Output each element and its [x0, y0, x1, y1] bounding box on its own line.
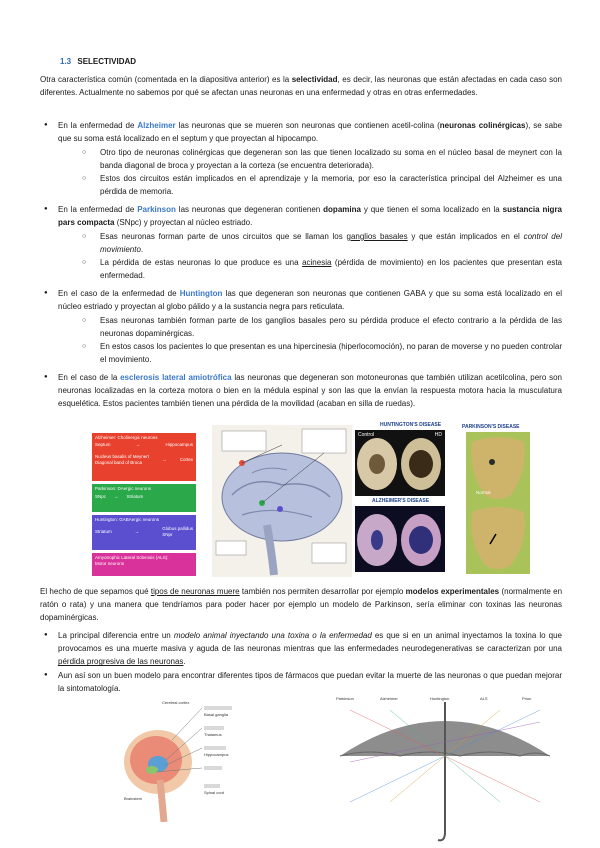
- alzheimer-box: Alzheimer: Cholinergic neurons Septum → Hippocampus Nucleus basalis of Meynert Diagonal band of Broca → Cortex: [92, 433, 196, 481]
- basal-ganglia-label: Basal ganglia: [204, 712, 229, 717]
- cortex-label: Cerebral cortex: [162, 700, 190, 705]
- intro-paragraph: Otra característica común (comentada en la diapositiva anterior) es la selectividad, es decir, las neuronas que están afectadas en cada caso son diferentes. Actualmente no sabemos por qué se afectan unas neuronas en una enfermedad y otras en otras enfermedades.: [40, 75, 562, 98]
- models-sub-2: ● Aun así son un buen modelo para encontrar diferentes tipos de fármacos que puedan evitar la muerte de las neuronas o que puedan mejorar la sintomatología.: [58, 669, 562, 695]
- models-paragraph: El hecho de que sepamos qué tipos de neuronas muere también nos permiten desarrollar por ejemplo modelos experimentales (normalmente en ratón o rata) y una manera que tendríamos para poder hacer por ejemplo un modelo de Parkinson, sería eliminar con toxinas las neuronas dopaminérgicas.: [40, 587, 563, 623]
- parkinson-figure: [466, 432, 530, 574]
- brain-regions-figure: [120, 700, 260, 822]
- huntington-bullet: ● En el caso de la enfermedad de Huntington las que degeneran son neuronas que contienen GABA y que su soma está localizado en el núcleo estriado y proyectan al globo pálido y a la sustancia negra pars reticulata.: [58, 287, 562, 313]
- huntington-sub-2: ○ En estos casos los pacientes lo que presentan es una hipercinesia (hiperlocomoción), no paran de moverse y no pueden controlar el movimiento.: [100, 340, 562, 366]
- brainstem-label: Brainstem: [124, 796, 143, 801]
- section-title: SELECTIVIDAD: [77, 57, 137, 66]
- als-box: Amyotrophic Lateral Sclerosis (ALS): Motor neurons: [92, 553, 196, 576]
- spinal-cord-label: Spinal cord: [204, 790, 225, 795]
- alzheimer-sub-1: ○ Otro tipo de neuronas colinérgicas que degeneran son las que tienen localizado su soma en el núcleo basal de meynert con la banda diagonal de broca y proyectan a la corteza (se encuentra deteriorada).: [100, 146, 562, 172]
- hd-label: HD: [434, 432, 442, 438]
- parkinson-bullet: ● En la enfermedad de Parkinson las neuronas que degeneran contienen dopamina y que tienen el soma localizado en la sustancia nigra pars compacta (SNpc) y proyectan al núcleo estriado.: [58, 203, 562, 229]
- umbrella-label-1: Parkinson: [336, 696, 354, 701]
- section-heading: [60, 57, 136, 66]
- umbrella-label-2: Alzheimer: [380, 696, 398, 701]
- ela-bullet: ● En el caso de la esclerosis lateral amiotrófica las neuronas que degeneran son motoneuronas que también utilizan acetilcolina, pero son neuronas localizadas en la corteza motora o bien en la médula espinal y son las que la envían la respuesta motora hacia la musculatura esquelética. Estos pacientes también tienen una pérdida de la movilidad (acaban en silla de ruedas).: [58, 371, 562, 411]
- parkinson-sub-1: ○ Esas neuronas forman parte de unos circuitos que se llaman los ganglios basales y que están implicados en el control del movimiento.: [100, 230, 562, 256]
- models-sub-1: ● La principal diferencia entre un modelo animal inyectando una toxina o la enfermedad es que si en un animal inyectamos la toxina lo que provocamos es una muerte masiva y aguda de las neuronas mientras que las enfermedades neurodegenerativas se caracterizan por una pérdida progresiva de las neuronas.: [58, 629, 562, 669]
- parkinson-box: Parkinson: DAergic neurons SNpc → Striatum: [92, 484, 196, 512]
- ad-figure-title: ALZHEIMER'S DISEASE: [372, 498, 430, 504]
- hd-control-label: Control: [358, 432, 375, 438]
- pd-normal-label: Normal: [476, 490, 491, 495]
- hd-figure-title: HUNTINGTON'S DISEASE: [380, 422, 442, 428]
- huntington-figure: [355, 430, 445, 496]
- pd-figure-title: PARKINSON'S DISEASE: [462, 424, 520, 430]
- parkinson-sub-2: ○ La pérdida de estas neuronas lo que produce es una acinesia (pérdida de movimiento) en los pacientes que presentan esta enfermedad.: [100, 256, 562, 282]
- huntington-sub-1: ○ Esas neuronas también forman parte de los ganglios basales pero su pérdida produce el efecto contrario a la pérdida de las neuronas dopaminérgicas.: [100, 314, 562, 340]
- brain-sagittal-figure: [212, 425, 352, 577]
- section-number: 1.3: [60, 57, 72, 66]
- neuron-types-diagram: [92, 433, 196, 576]
- umbrella-figure: [330, 692, 560, 844]
- hippocampus-label: Hippocampus: [204, 752, 229, 757]
- alzheimer-figure: [355, 506, 445, 572]
- umbrella-label-4: ALS: [480, 696, 488, 701]
- huntington-box: Huntington: GABAergic neurons Striatum → Globus pallidus SNpr: [92, 515, 196, 550]
- umbrella-label-5: Prion: [522, 696, 532, 701]
- alzheimer-sub-2: ○ Estos dos circuitos están implicados en el aprendizaje y la memoria, por eso la característica principal del Alzheimer es una pérdida de memoria.: [100, 172, 562, 198]
- thalamus-label: Thalamus: [204, 732, 222, 737]
- umbrella-label-3: Huntington: [430, 696, 450, 701]
- alzheimer-bullet: ● En la enfermedad de Alzheimer las neuronas que se mueren son neuronas que contienen acetil-colina (neuronas colinérgicas), se sabe que su soma está localizado en el septum y que proyectan al hipocampo.: [58, 119, 562, 145]
